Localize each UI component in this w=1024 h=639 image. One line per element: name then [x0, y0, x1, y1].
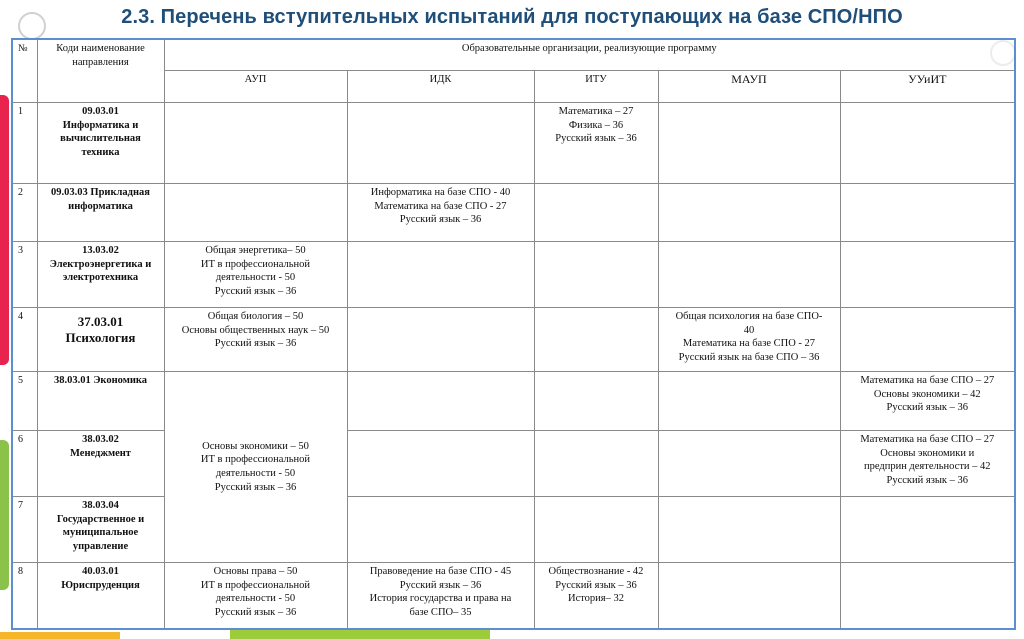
direction-name: Психология: [65, 330, 136, 345]
row-num: 2: [12, 184, 37, 242]
exam-line: Русский язык – 36: [555, 133, 637, 145]
decor-red-stripe: [0, 95, 9, 365]
exam-line: Правоведение на базе СПО - 45: [369, 566, 512, 577]
row-num: 1: [12, 103, 37, 184]
exam-line: Математика на базе СПО – 27: [860, 434, 995, 445]
org-uuit: УУиИТ: [840, 71, 1015, 103]
cell-uuit: [840, 372, 1015, 431]
row-num: 3: [12, 242, 37, 308]
direction-code: 38.03.04: [82, 500, 119, 511]
cell-idk: [347, 372, 534, 431]
exam-line: Русский язык – 36: [214, 606, 297, 618]
cell-uuit: [840, 103, 1015, 184]
row-num: 7: [12, 497, 37, 563]
direction-code: 13.03.02: [82, 245, 119, 256]
cell-aup: [164, 308, 347, 372]
exam-line: Основы права – 50: [213, 566, 298, 577]
cell-aup: [164, 563, 347, 629]
org-idk: ИДК: [347, 71, 534, 103]
exam-line: Русский язык – 36: [214, 338, 297, 350]
page-title: 2.3. Перечень вступительных испытаний для поступающих на базе СПО/НПО: [121, 6, 903, 28]
exam-line: предприн деятельности – 42: [863, 461, 991, 473]
exam-line: ИТ в профессиональной: [200, 258, 311, 270]
decor-yellow-bar: [0, 632, 120, 639]
direction-cell: [37, 184, 164, 242]
row-num: 4: [12, 308, 37, 372]
cell-idk: [347, 103, 534, 184]
exam-line: Русский язык на базе СПО – 36: [678, 351, 820, 363]
cell-aup-merged: [164, 372, 347, 563]
exam-line: Математика на базе СПО - 27: [374, 200, 507, 212]
cell-itu: [534, 372, 658, 431]
cell-idk: [347, 497, 534, 563]
org-maup: МАУП: [658, 71, 840, 103]
direction-code: 40.03.01: [82, 566, 119, 577]
direction-name: Электроэнергетика и электротехника: [49, 258, 152, 284]
exam-line: деятельности - 50: [215, 593, 296, 605]
cell-itu: [534, 563, 658, 629]
cell-maup: [658, 242, 840, 308]
direction-name: Информатика и вычислительная техника: [60, 119, 141, 158]
direction-name: 09.03.03 Прикладная информатика: [51, 187, 150, 212]
exam-line: Русский язык – 36: [399, 214, 482, 226]
table-row: [12, 103, 1015, 184]
cell-itu: [534, 308, 658, 372]
exam-line: Общая биология – 50: [207, 311, 304, 322]
direction-cell: [37, 103, 164, 184]
org-itu: ИТУ: [534, 71, 658, 103]
exam-line: Русский язык – 36: [886, 474, 969, 486]
direction-code: 37.03.01: [77, 314, 124, 329]
table-row: [12, 563, 1015, 629]
header-orgs: Образовательные организации, реализующие программу: [164, 39, 1015, 71]
cell-idk: [347, 242, 534, 308]
cell-maup: [658, 563, 840, 629]
direction-name: 38.03.01 Экономика: [53, 375, 148, 386]
table-row: [12, 497, 1015, 563]
cell-uuit: [840, 563, 1015, 629]
direction-cell: [37, 242, 164, 308]
exam-line: Русский язык – 36: [214, 481, 297, 493]
exam-line: ИТ в профессиональной: [200, 579, 311, 591]
admission-tests-table: [11, 38, 1016, 630]
exam-line: Основы экономики – 42: [873, 388, 981, 400]
table-row: [12, 242, 1015, 308]
cell-idk: [347, 184, 534, 242]
cell-itu: [534, 497, 658, 563]
exam-line: Русский язык – 36: [214, 285, 297, 297]
direction-cell: [37, 372, 164, 431]
exam-line: Математика на базе СПО - 27: [682, 338, 816, 350]
exam-line: Информатика на базе СПО - 40: [370, 187, 511, 198]
exam-line: История– 32: [567, 593, 625, 605]
table-row: [12, 372, 1015, 431]
row-num: 6: [12, 431, 37, 497]
cell-aup: [164, 184, 347, 242]
table-row: [12, 308, 1015, 372]
direction-name: Государственное и муниципальное управление: [56, 513, 145, 552]
exam-line: базе СПО– 35: [409, 606, 472, 618]
exam-line: Общая психология на базе СПО-: [675, 311, 823, 322]
exam-line: Обществознание - 42: [548, 566, 644, 577]
exam-line: Основы общественных наук – 50: [181, 324, 330, 336]
header-row: [12, 39, 1015, 71]
cell-maup: [658, 431, 840, 497]
exam-line: Русский язык – 36: [399, 579, 482, 591]
direction-cell: [37, 563, 164, 629]
exam-line: ИТ в профессиональной: [200, 454, 311, 466]
table-row: [12, 431, 1015, 497]
cell-itu: [534, 242, 658, 308]
exam-line: Русский язык – 36: [886, 402, 969, 414]
cell-maup: [658, 308, 840, 372]
row-num: 8: [12, 563, 37, 629]
cell-aup: [164, 103, 347, 184]
org-aup: АУП: [164, 71, 347, 103]
direction-code: 09.03.01: [82, 106, 119, 117]
exam-line: История государства и права на: [369, 593, 512, 605]
cell-maup: [658, 103, 840, 184]
cell-uuit: [840, 242, 1015, 308]
direction-cell: [37, 308, 164, 372]
cell-maup: [658, 372, 840, 431]
decor-green-stripe: [0, 440, 9, 590]
cell-uuit: [840, 431, 1015, 497]
table-row: [12, 184, 1015, 242]
exam-line: Математика – 27: [558, 106, 634, 117]
header-direction: Коди наименование направления: [37, 39, 164, 103]
cell-itu: [534, 184, 658, 242]
exam-line: 40: [743, 324, 755, 336]
cell-aup: [164, 242, 347, 308]
header-num: №: [12, 39, 37, 103]
cell-maup: [658, 184, 840, 242]
row-num: 5: [12, 372, 37, 431]
cell-uuit: [840, 308, 1015, 372]
cell-itu: [534, 431, 658, 497]
exam-line: Основы экономики и: [880, 447, 975, 459]
cell-itu: [534, 103, 658, 184]
direction-cell: [37, 497, 164, 563]
exam-line: Общая энергетика– 50: [205, 245, 306, 256]
exam-line: Математика на базе СПО – 27: [860, 375, 995, 386]
cell-maup: [658, 497, 840, 563]
direction-cell: [37, 431, 164, 497]
cell-uuit: [840, 184, 1015, 242]
exam-line: Русский язык – 36: [555, 579, 637, 591]
exam-line: деятельности - 50: [215, 272, 296, 284]
cell-idk: [347, 431, 534, 497]
exam-line: Физика – 36: [568, 119, 624, 131]
cell-idk: [347, 563, 534, 629]
exam-line: деятельности - 50: [215, 468, 296, 479]
cell-idk: [347, 308, 534, 372]
direction-name: Менеджмент: [70, 447, 131, 459]
decor-green-bar: [230, 630, 490, 639]
cell-uuit: [840, 497, 1015, 563]
direction-code: 38.03.02: [82, 434, 119, 445]
exam-line: Основы экономики – 50: [202, 440, 309, 452]
direction-name: Юриспруденция: [61, 579, 140, 591]
